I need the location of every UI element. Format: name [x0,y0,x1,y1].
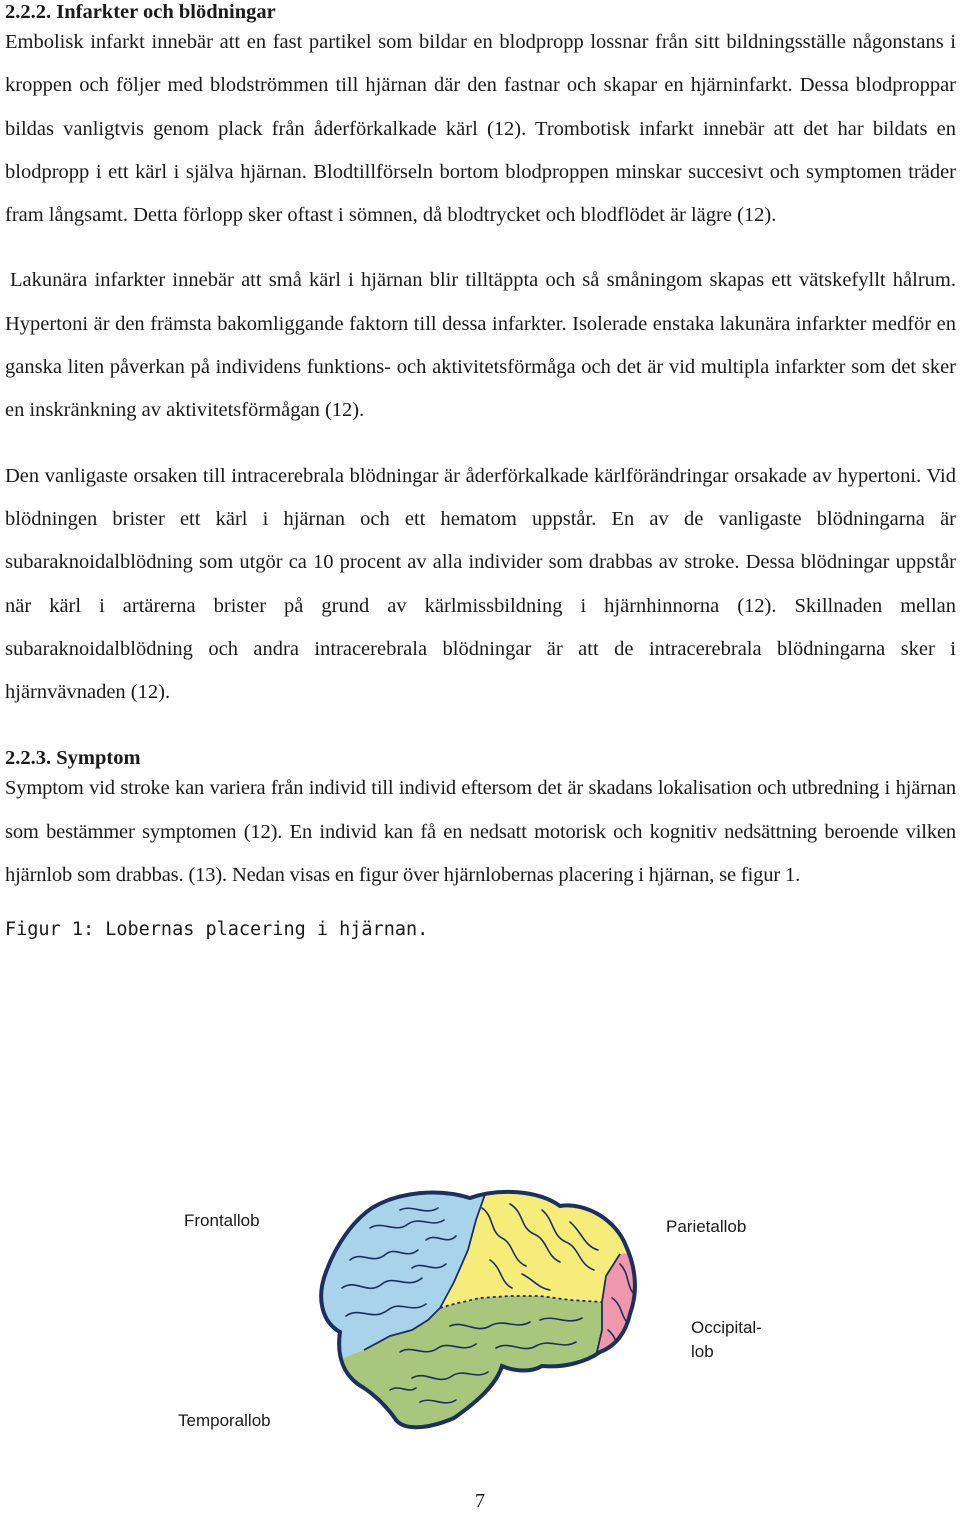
paragraph-symptom: Symptom vid stroke kan variera från individ till individ eftersom det är skadans lokalisation och utbredning i hjärnan som bestämmer symptomen (12). En individ kan få en nedsatt motorisk och kognitiv nedsättning beroende vilken hjärnlob som drabbas. (13). Nedan visas en figur över hjärnlobernas placering i hjärnan, se figur 1. [5,777,956,887]
page-number: 7 [475,1490,485,1512]
paragraph-embolisk-infarkt: Embolisk infarkt innebär att en fast partikel som bildar en blodpropp lossnar från sitt bildningsställe någonstans i kroppen och följer med blodströmmen till hjärnan där den fastnar och skapar en hjärninfarkt. Dessa blodproppar bildas vanligtvis genom plack från åderförkalkade kärl (12). Trombotisk infarkt innebär att det har bildats en blodpropp i ett kärl i själva hjärnan. Blodtillförseln bortom blodproppen minskar succesivt och symptomen träder fram långsamt. Detta förlopp sker oftast i sömnen, då blodtrycket och blodflödet är lägre (12). [5,31,956,227]
section-heading-infarkter: 2.2.2. Infarkter och blödningar [5,1,276,23]
paragraph-lakunara-infarkter: Lakunära infarkter innebär att små kärl i hjärnan blir tilltäppta och så småningom skapas ett vätskefyllt hålrum. Hypertoni är den främsta bakomliggande faktorn till dessa infarkter. Isolerade enstaka lakunära infarkter medför en ganska liten påverkan på individens funktions- och aktivitetsförmåga och det är vid multipla infarkter som det sker en inskränkning av aktivitetsförmågan (12). [5,269,956,422]
label-occipital-line1: Occipital- [691,1318,762,1337]
label-temporallob: Temporallob [178,1411,271,1430]
paragraph-intracerebrala-blodningar: Den vanligaste orsaken till intracerebrala blödningar är åderförkalkade kärlförändringar orsakade av hypertoni. Vid blödningen brister ett kärl i hjärnan och ett hematom uppstår. En av de vanligaste blödningarna är subaraknoidalblödning som utgör ca 10 procent av alla individer som drabbas av stroke. Dessa blödningar uppstår när kärl i artärerna brister på grund av kärlmissbildning i hjärnhinnorna (12). Skillnaden mellan subaraknoidalblödning och andra intracerebrala blödningar är att de intracerebrala blödningarna sker i hjärnvävnaden (12). [5,464,956,704]
brain-diagram [150,1180,790,1450]
figure-caption: Figur 1: Lobernas placering i hjärnan. [5,919,429,941]
label-frontallob: Frontallob [184,1211,260,1230]
brain-lobes [310,1180,670,1450]
label-occipital-line2: lob [691,1342,714,1361]
section-heading-symptom: 2.2.3. Symptom [5,747,141,770]
document-page [5,0,956,940]
label-parietallob: Parietallob [666,1217,747,1236]
brain-lobes-figure [150,1180,790,1450]
